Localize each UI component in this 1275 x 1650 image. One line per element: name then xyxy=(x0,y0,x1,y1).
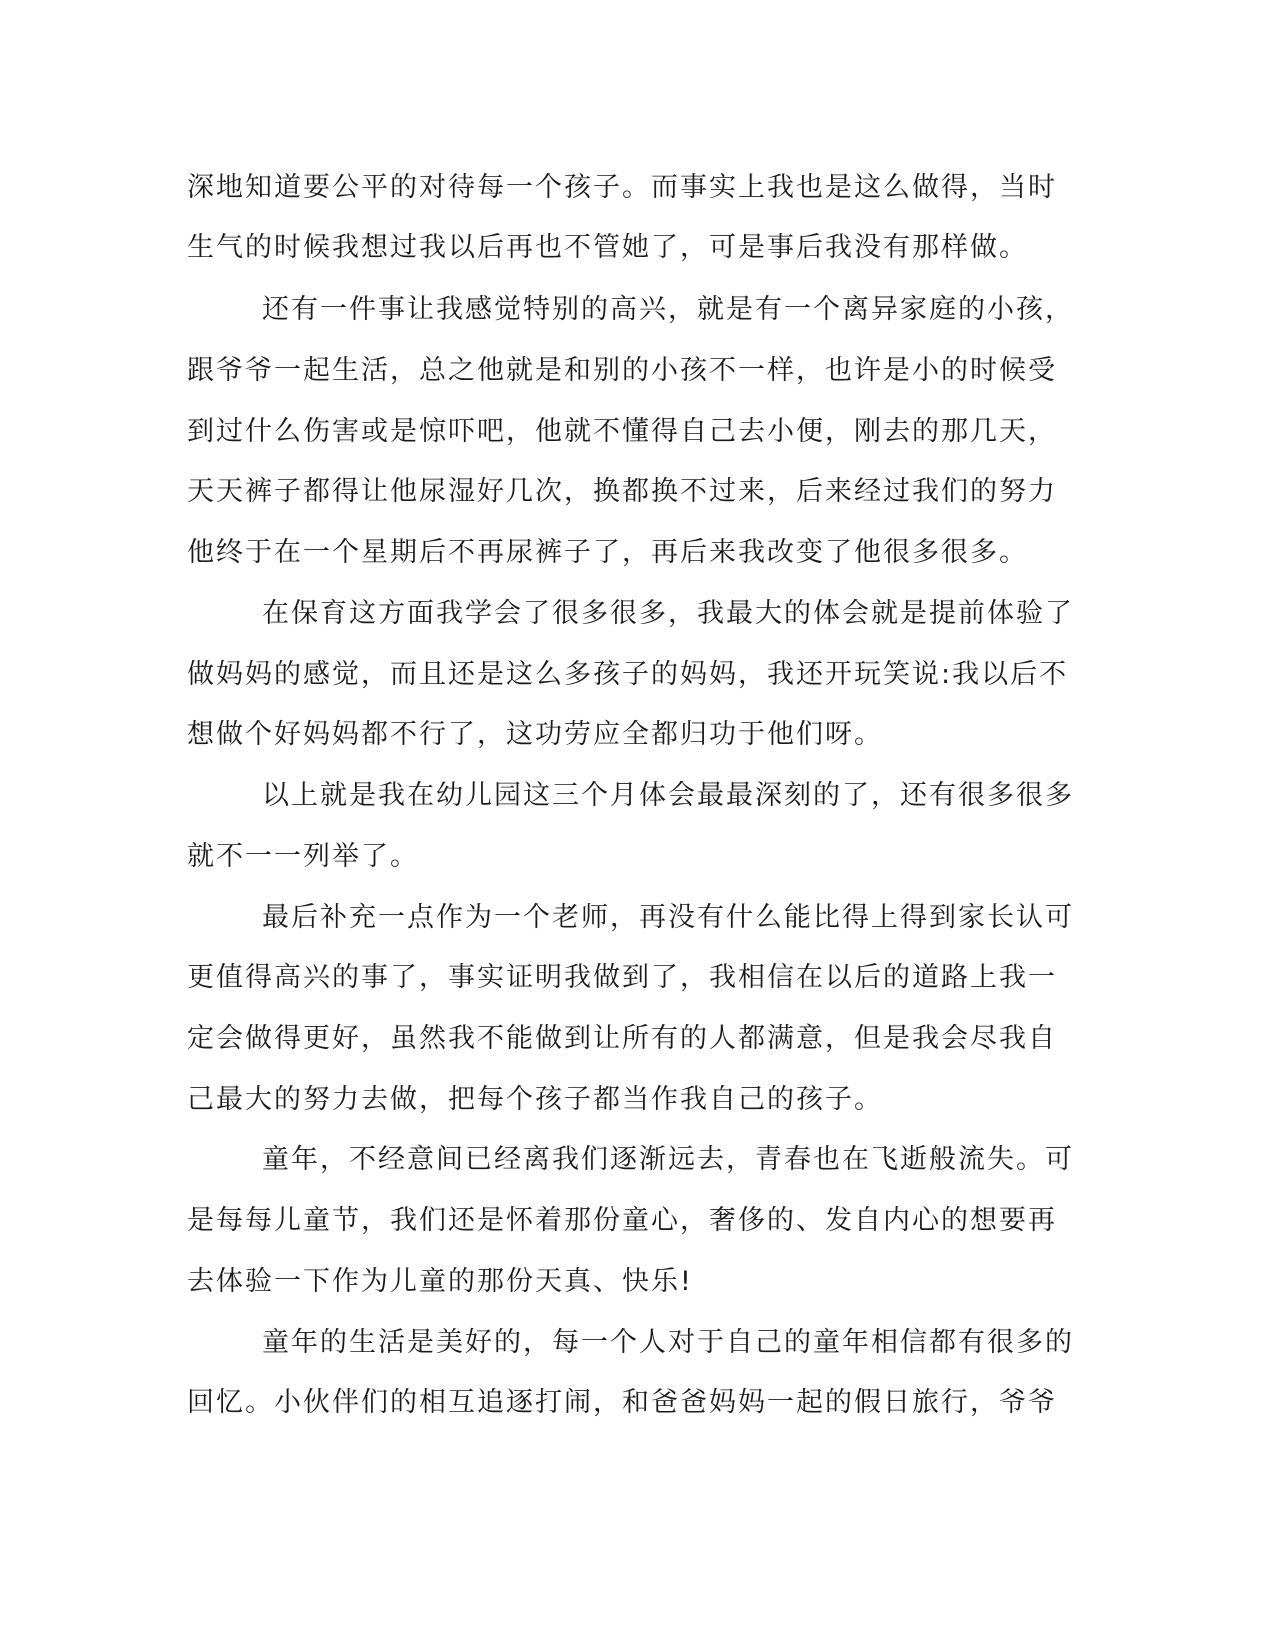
text-line: 定会做得更好，虽然我不能做到让所有的人都满意，但是我会尽我自 xyxy=(187,1023,1057,1054)
text-line: 天天裤子都得让他尿湿好几次，换都换不过来，后来经过我们的努力 xyxy=(187,476,1057,507)
text-line: 生气的时候我想过我以后再也不管她了，可是事后我没有那样做。 xyxy=(187,232,1028,263)
text-line: 最后补充一点作为一个老师，再没有什么能比得上得到家长认可 xyxy=(262,902,1074,933)
text-line: 做妈妈的感觉，而且还是这么多孩子的妈妈，我还开玩笑说:我以后不 xyxy=(187,659,1069,690)
text-line: 还有一件事让我感觉特别的高兴，就是有一个离异家庭的小孩， xyxy=(262,294,1074,325)
text-line: 去体验一下作为儿童的那份天真、快乐! xyxy=(187,1266,693,1297)
text-line: 回忆。小伙伴们的相互追逐打闹，和爸爸妈妈一起的假日旅行，爷爷 xyxy=(187,1387,1057,1418)
text-line: 深地知道要公平的对待每一个孩子。而事实上我也是这么做得，当时 xyxy=(187,172,1057,203)
text-line: 跟爷爷一起生活，总之他就是和别的小孩不一样，也许是小的时候受 xyxy=(187,355,1057,386)
text-line: 在保育这方面我学会了很多很多，我最大的体会就是提前体验了 xyxy=(262,598,1074,629)
text-line: 更值得高兴的事了，事实证明我做到了，我相信在以后的道路上我一 xyxy=(187,962,1057,993)
text-line: 童年的生活是美好的，每一个人对于自己的童年相信都有很多的 xyxy=(262,1327,1074,1358)
text-line: 以上就是我在幼儿园这三个月体会最最深刻的了，还有很多很多 xyxy=(262,780,1074,811)
text-line: 是每每儿童节，我们还是怀着那份童心，奢侈的、发自内心的想要再 xyxy=(187,1205,1057,1236)
text-line: 童年，不经意间已经离我们逐渐远去，青春也在飞逝般流失。可 xyxy=(262,1144,1074,1175)
text-line: 他终于在一个星期后不再尿裤子了，再后来我改变了他很多很多。 xyxy=(187,537,1028,568)
text-line: 想做个好妈妈都不行了，这功劳应全都归功于他们呀。 xyxy=(187,719,883,750)
text-line: 己最大的努力去做，把每个孩子都当作我自己的孩子。 xyxy=(187,1084,883,1115)
text-line: 就不一一列举了。 xyxy=(187,841,419,872)
text-line: 到过什么伤害或是惊吓吧，他就不懂得自己去小便，刚去的那几天， xyxy=(187,416,1057,447)
